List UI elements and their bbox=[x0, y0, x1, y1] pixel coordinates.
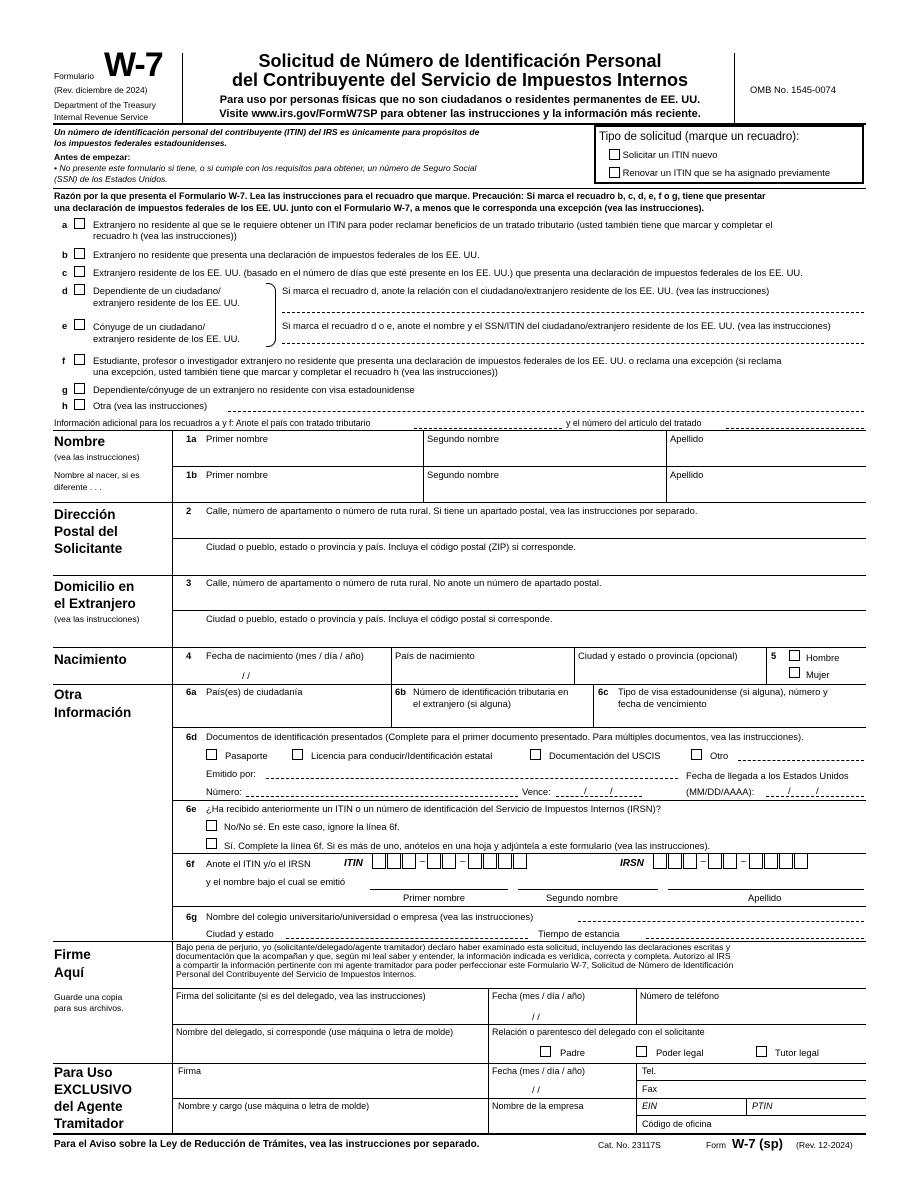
visa-label-2: fecha de vencimiento bbox=[618, 698, 707, 709]
prior-itin-no-checkbox[interactable] bbox=[206, 820, 217, 831]
mailing-address-title: Dirección bbox=[54, 507, 116, 522]
expires-slash-1: / bbox=[584, 785, 587, 796]
license-label: Licencia para conducir/Identificación estatal bbox=[311, 750, 493, 761]
issued-last-name-label: Apellido bbox=[748, 892, 782, 903]
reason-e-note: Si marca el recuadro d o e, anote el nombre y el SSN/ITIN del ciudadano/extranjero residente de los EE. UU. (vea las instrucciones) bbox=[282, 320, 831, 331]
reason-b-letter: b bbox=[62, 249, 68, 260]
sign-date-label: Fecha (mes / día / año) bbox=[492, 991, 586, 1001]
reason-f-letter: f bbox=[62, 355, 66, 366]
male-checkbox[interactable] bbox=[789, 650, 800, 661]
line-6c-number: 6c bbox=[598, 686, 609, 697]
reason-c-text: Extranjero residente de los EE. UU. (basado en el número de días que esté presente en los EE. UU.) que presenta una declaración de impuestos federales de los EE. UU. bbox=[93, 267, 803, 278]
birth-first-name-label: Primer nombre bbox=[206, 469, 268, 480]
parent-label: Padre bbox=[560, 1047, 586, 1058]
form-title-line2: del Contribuyente del Servicio de Impuestos Internos bbox=[231, 70, 689, 90]
reason-e-letter: e bbox=[62, 320, 68, 331]
arrival-slash-2: / bbox=[816, 785, 819, 796]
prior-itin-yes-checkbox[interactable] bbox=[206, 838, 217, 849]
issued-middle-name-label: Segundo nombre bbox=[546, 892, 618, 903]
issued-by-line[interactable] bbox=[266, 778, 678, 779]
acceptance-agent-title: Para Uso bbox=[54, 1065, 113, 1080]
reason-d-checkbox[interactable] bbox=[74, 284, 85, 295]
agent-company-label: Nombre de la empresa bbox=[492, 1101, 584, 1111]
line-6e-number: 6e bbox=[186, 803, 197, 814]
instructions-link[interactable]: Visite www.irs.gov/FormW7SP para obtener las instrucciones y la información más reciente. bbox=[219, 108, 701, 120]
male-label: Hombre bbox=[806, 652, 840, 663]
expires-slash-2: / bbox=[610, 785, 613, 796]
city-state-label: Ciudad y estado bbox=[206, 928, 274, 939]
intro-text: Un número de identificación personal del contribuyente (ITIN) del IRS es únicamente para propósitos de bbox=[54, 127, 480, 137]
birth-country-label: País de nacimiento bbox=[395, 650, 475, 661]
before-heading: Antes de empezar: bbox=[54, 152, 131, 162]
reason-a-letter: a bbox=[62, 219, 68, 230]
reason-a-text-2: recuadro h (vea las instrucciones)) bbox=[93, 230, 237, 241]
foreign-tin-label: Número de identificación tributaria en bbox=[413, 686, 569, 697]
treaty-country-line[interactable] bbox=[414, 428, 562, 429]
birth-date-label: Fecha de nacimiento (mes / día / año) bbox=[206, 650, 364, 661]
foreign-address-title-2: el Extranjero bbox=[54, 596, 136, 611]
line-6f-number: 6f bbox=[186, 858, 195, 869]
line-6d-number: 6d bbox=[186, 731, 197, 742]
sign-here-title-2: Aquí bbox=[54, 965, 84, 980]
delegate-name-label: Nombre del delegado, si corresponde (use máquina o letra de molde) bbox=[176, 1027, 454, 1037]
intro-text-2: los impuestos federales estadounidenses. bbox=[54, 138, 227, 148]
sign-date-slashes[interactable]: / / bbox=[532, 1011, 540, 1022]
agent-phone-label: Tel. bbox=[642, 1066, 657, 1076]
catalog-number: Cat. No. 23117S bbox=[598, 1140, 661, 1150]
agent-fax-label: Fax bbox=[642, 1084, 658, 1094]
itin-digit-boxes[interactable]: – – bbox=[372, 853, 528, 869]
reason-heading-2: una declaración de impuestos federales de los EE. UU. junto con el Formulario W-7, a menos que le corresponda una excepción (vea las instrucciones). bbox=[54, 203, 704, 213]
birth-name-label: Nombre al nacer, si es bbox=[54, 470, 140, 480]
treaty-article-label: y el número del artículo del tratado bbox=[566, 418, 702, 428]
other-doc-label: Otro bbox=[710, 750, 729, 761]
reason-e-name-line[interactable] bbox=[282, 343, 864, 344]
reason-c-letter: c bbox=[62, 267, 68, 278]
agent-signature-label: Firma bbox=[178, 1066, 201, 1076]
irsn-digit-boxes[interactable]: – – bbox=[653, 853, 809, 869]
application-renew-option[interactable] bbox=[609, 167, 830, 178]
uscis-label: Documentación del USCIS bbox=[549, 750, 661, 761]
doc-number-label: Número: bbox=[206, 786, 242, 797]
power-of-attorney-label: Poder legal bbox=[656, 1047, 704, 1058]
revision-date: (Rev. diciembre de 2024) bbox=[54, 85, 148, 95]
mailing-address-title-3: Solicitante bbox=[54, 541, 123, 556]
agent-date-label: Fecha (mes / día / año) bbox=[492, 1066, 586, 1076]
reason-a-checkbox[interactable] bbox=[74, 218, 85, 229]
renew-itin-checkbox[interactable] bbox=[609, 167, 620, 178]
issued-middle-name-line[interactable] bbox=[518, 889, 658, 890]
first-name-label: Primer nombre bbox=[206, 433, 268, 444]
issued-name-label: y el nombre bajo el cual se emitió bbox=[206, 876, 346, 887]
itin-label: ITIN bbox=[344, 858, 363, 869]
reason-h-checkbox[interactable] bbox=[74, 399, 85, 410]
prior-itin-label: Anote el ITIN y/o el IRSN bbox=[206, 858, 311, 869]
length-of-stay-label: Tiempo de estancia bbox=[538, 928, 620, 939]
other-doc-line[interactable] bbox=[738, 760, 864, 761]
application-type-title: Tipo de solicitud (marque un recuadro): bbox=[599, 131, 800, 143]
birth-last-name-label: Apellido bbox=[670, 469, 704, 480]
birth-section-title: Nacimiento bbox=[54, 652, 127, 667]
other-info-title: Otra bbox=[54, 687, 82, 702]
female-label: Mujer bbox=[806, 669, 830, 680]
prior-itin-no-label: No/No sé. En este caso, ignore la línea 6f. bbox=[224, 821, 400, 832]
arrival-slash-1: / bbox=[788, 785, 791, 796]
reason-h-text: Otra (vea las instrucciones) bbox=[93, 400, 208, 411]
foreign-city-label: Ciudad o pueblo, estado o provincia y país. Incluya el código postal si corresponde. bbox=[206, 613, 553, 624]
keep-copy-note-2: para sus archivos. bbox=[54, 1003, 124, 1013]
uscis-checkbox[interactable] bbox=[530, 749, 541, 760]
reason-e-checkbox[interactable] bbox=[74, 319, 85, 330]
line-4-number: 4 bbox=[186, 650, 192, 661]
birth-name-label-2: diferente . . . bbox=[54, 482, 102, 492]
arrival-date-label: Fecha de llegada a los Estados Unidos bbox=[686, 770, 849, 781]
treaty-country-label: Información adicional para los recuadros a y f: Anote el país con tratado tributario bbox=[54, 418, 371, 428]
parent-checkbox[interactable] bbox=[540, 1046, 551, 1057]
reason-e-text: Cónyuge de un ciudadano/ bbox=[93, 321, 206, 332]
reason-d-text-2: extranjero residente de los EE. UU. bbox=[93, 297, 240, 308]
other-doc-checkbox[interactable] bbox=[691, 749, 702, 760]
reason-a-text: Extranjero no residente al que se le requiere obtener un ITIN para poder reclamar beneficios de un tratado tributario (usted también tiene que marcar y completar el bbox=[93, 219, 773, 230]
reason-b-text: Extranjero no residente que presenta una declaración de impuestos federales de los EE. UU. bbox=[93, 249, 480, 260]
foreign-address-title: Domicilio en bbox=[54, 579, 135, 594]
form-prefix: Formulario bbox=[54, 71, 95, 81]
name-section-title: Nombre bbox=[54, 434, 106, 449]
footer-form-prefix: Form bbox=[706, 1140, 727, 1150]
omb-number: OMB No. 1545-0074 bbox=[750, 84, 836, 95]
name-section-sub: (vea las instrucciones) bbox=[54, 452, 140, 462]
line-3-number: 3 bbox=[186, 577, 192, 588]
agent-office-code-label: Código de oficina bbox=[642, 1119, 712, 1129]
citizenship-label: País(es) de ciudadanía bbox=[206, 686, 303, 697]
reason-d-letter: d bbox=[62, 285, 68, 296]
line-2-number: 2 bbox=[186, 505, 192, 516]
reason-b-checkbox[interactable] bbox=[74, 248, 85, 259]
line-6g-number: 6g bbox=[186, 911, 197, 922]
prior-itin-yes-label: Sí. Complete la línea 6f. Si es más de uno, anótelos en una hoja y adjúntela a este formulario (vea las instrucciones). bbox=[224, 840, 711, 851]
new-itin-checkbox[interactable] bbox=[609, 149, 620, 160]
reason-h-letter: h bbox=[62, 400, 68, 411]
renew-itin-label: Renovar un ITIN que se ha asignado previamente bbox=[622, 167, 831, 178]
power-of-attorney-checkbox[interactable] bbox=[636, 1046, 647, 1057]
bracket bbox=[266, 283, 276, 347]
form-number: W-7 bbox=[104, 46, 163, 84]
line-1b-number: 1b bbox=[186, 469, 197, 480]
reason-f-checkbox[interactable] bbox=[74, 354, 85, 365]
issued-last-name-line[interactable] bbox=[668, 889, 864, 890]
passport-checkbox[interactable] bbox=[206, 749, 217, 760]
treaty-article-line[interactable] bbox=[726, 428, 864, 429]
agent-name-title-label: Nombre y cargo (use máquina o letra de molde) bbox=[178, 1101, 370, 1111]
foreign-address-sub: (vea las instrucciones) bbox=[54, 614, 140, 624]
reason-heading: Razón por la que presenta el Formulario W-7. Lea las instrucciones para el recuadro que marque. Precaución: Si marca el recuadro b, c, d, e, f o g, tiene que presentar bbox=[54, 191, 766, 201]
other-info-title-2: Información bbox=[54, 705, 132, 720]
applicant-signature-label: Firma del solicitante (si es del delegado, vea las instrucciones) bbox=[176, 991, 426, 1001]
paperwork-notice: Para el Aviso sobre la Ley de Reducción de Trámites, vea las instrucciones por separado. bbox=[54, 1139, 480, 1150]
agent-date-slashes[interactable]: / / bbox=[532, 1084, 540, 1095]
expires-label: Vence: bbox=[522, 786, 551, 797]
agent-ptin-label: PTIN bbox=[752, 1101, 773, 1111]
intro-bullet: • No presente este formulario si tiene, o si cumple con los requisitos para obtener, un número de Seguro Social bbox=[54, 163, 477, 173]
reason-d-text: Dependiente de un ciudadano/ bbox=[93, 285, 221, 296]
form-title-line1: Solicitud de Número de Identificación Personal bbox=[258, 51, 662, 71]
issued-by-label: Emitido por: bbox=[206, 768, 257, 779]
reason-g-letter: g bbox=[62, 384, 68, 395]
footer-form-name: W-7 (sp) bbox=[732, 1136, 784, 1151]
visa-label: Tipo de visa estadounidense (si alguna), número y bbox=[618, 686, 828, 697]
mailing-street-label: Calle, número de apartamento o número de ruta rural. Si tiene un apartado postal, vea las instrucciones por separado. bbox=[206, 505, 698, 516]
middle-name-label: Segundo nombre bbox=[427, 433, 499, 444]
school-line[interactable] bbox=[578, 921, 864, 922]
acceptance-agent-title-2: EXCLUSIVO bbox=[54, 1082, 133, 1097]
keep-copy-note: Guarde una copia bbox=[54, 992, 123, 1002]
reason-f-text: Estudiante, profesor o investigador extranjero no residente que presenta una declaración de impuestos federales de los EE. UU. o reclama una excepción (si reclama bbox=[93, 355, 782, 366]
passport-label: Pasaporte bbox=[225, 750, 268, 761]
phone-label: Número de teléfono bbox=[640, 991, 720, 1001]
irsn-label: IRSN bbox=[620, 858, 644, 869]
acceptance-agent-title-4: Tramitador bbox=[54, 1116, 124, 1131]
sign-here-title: Firme bbox=[54, 947, 91, 962]
reason-d-relationship-line[interactable] bbox=[282, 312, 864, 313]
female-checkbox[interactable] bbox=[789, 667, 800, 678]
last-name-label: Apellido bbox=[670, 433, 704, 444]
arrival-date-format: (MM/DD/AAAA): bbox=[686, 786, 755, 797]
city-state-line[interactable] bbox=[286, 938, 528, 939]
reason-d-note: Si marca el recuadro d, anote la relación con el ciudadano/extranjero residente de los EE. UU. (vea las instrucciones) bbox=[282, 285, 770, 296]
reason-h-other-line[interactable] bbox=[228, 411, 864, 412]
guardian-label: Tutor legal bbox=[775, 1047, 819, 1058]
birth-city-label: Ciudad y estado o provincia (opcional) bbox=[578, 650, 738, 661]
line-6b-number: 6b bbox=[395, 686, 406, 697]
form-subtitle: Para uso por personas físicas que no son ciudadanos o residentes permanentes de EE. UU. bbox=[219, 94, 701, 106]
school-label: Nombre del colegio universitario/universidad o empresa (vea las instrucciones) bbox=[206, 911, 534, 922]
line-1a-number: 1a bbox=[186, 433, 197, 444]
length-of-stay-line[interactable] bbox=[646, 938, 864, 939]
expires-line[interactable] bbox=[556, 796, 642, 797]
delegate-relationship-label: Relación o parentesco del delegado con el solicitante bbox=[492, 1027, 705, 1037]
id-documents-label: Documentos de identificación presentados (Complete para el primer documento presentado. Para múltiples documentos, vea las instrucciones). bbox=[206, 731, 804, 742]
doc-number-line[interactable] bbox=[246, 796, 518, 797]
issued-first-name-label: Primer nombre bbox=[403, 892, 465, 903]
arrival-date-line[interactable] bbox=[766, 796, 864, 797]
mailing-city-label: Ciudad o pueblo, estado o provincia y país. Incluya el código postal (ZIP) si corresponde. bbox=[206, 541, 577, 552]
license-checkbox[interactable] bbox=[292, 749, 303, 760]
application-new-option[interactable] bbox=[609, 149, 717, 160]
issued-first-name-line[interactable] bbox=[370, 889, 508, 890]
new-itin-label: Solicitar un ITIN nuevo bbox=[622, 149, 718, 160]
intro-bullet-2: (SSN) de los Estados Unidos. bbox=[54, 174, 168, 184]
footer-revision: (Rev. 12-2024) bbox=[796, 1140, 853, 1150]
foreign-tin-label-2: el extranjero (si alguna) bbox=[413, 698, 511, 709]
reason-g-text: Dependiente/cónyuge de un extranjero no residente con visa estadounidense bbox=[93, 384, 415, 395]
reason-e-text-2: extranjero residente de los EE. UU. bbox=[93, 333, 240, 344]
reason-c-checkbox[interactable] bbox=[74, 266, 85, 277]
birth-middle-name-label: Segundo nombre bbox=[427, 469, 499, 480]
acceptance-agent-title-3: del Agente bbox=[54, 1099, 123, 1114]
prior-itin-question: ¿Ha recibido anteriormente un ITIN o un número de identificación del Servicio de Impuestos Internos (IRSN)? bbox=[206, 803, 661, 814]
agency: Internal Revenue Service bbox=[54, 112, 149, 122]
agent-ein-label: EIN bbox=[642, 1101, 658, 1111]
reason-f-text-2: una excepción, usted también tiene que marcar y completar el recuadro h (vea las instrucciones)) bbox=[93, 366, 498, 377]
birth-date-slashes[interactable]: / / bbox=[242, 670, 250, 681]
foreign-street-label: Calle, número de apartamento o número de ruta rural. No anote un número de apartado postal. bbox=[206, 577, 602, 588]
line-5-number: 5 bbox=[771, 650, 777, 661]
reason-g-checkbox[interactable] bbox=[74, 383, 85, 394]
perjury-declaration: Bajo pena de perjurio, yo (solicitante/delegado/agente tramitador) declaro haber examinado esta solicitud, incluyendo las declaraciones escritas y documentación que la acompañan y que, según mi leal saber y entender, la información indicada es verídica, correcta y completa. Autorizo al IRS a compartir la información pertinente con mi agente tramitador para poder perfeccionar este Formulario W-7, Solicitud de Número de Identificación Personal del Contribuyente del Servicio de Impuestos Internos. bbox=[176, 942, 734, 980]
department: Department of the Treasury bbox=[54, 100, 156, 110]
mailing-address-title-2: Postal del bbox=[54, 524, 118, 539]
guardian-checkbox[interactable] bbox=[756, 1046, 767, 1057]
line-6a-number: 6a bbox=[186, 686, 197, 697]
